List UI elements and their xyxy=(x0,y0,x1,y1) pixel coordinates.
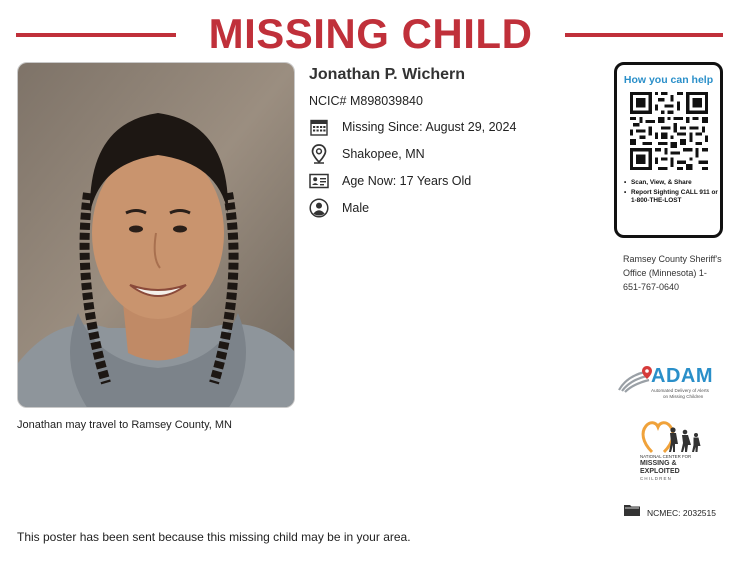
how-to-help-card xyxy=(614,62,723,238)
location-row xyxy=(309,143,425,165)
missing-since-text: Missing Since: August 29, 2024 xyxy=(342,120,517,134)
age-text: Age Now: 17 Years Old xyxy=(342,174,472,188)
adam-tagline-line1: Automated Delivery of Alerts xyxy=(651,388,709,393)
adam-tagline xyxy=(651,388,709,399)
help-item-report: • Report Sighting CALL 911 or 1-800-THE-LOST xyxy=(623,189,718,205)
photo-caption: Jonathan may travel to Ramsey County, MN xyxy=(17,419,232,431)
gender-row xyxy=(309,197,369,219)
ncmec-line3: EXPLOITED xyxy=(640,467,680,475)
ncmec-line1: NATIONAL CENTER FOR xyxy=(640,454,692,459)
id-card-icon xyxy=(309,171,329,191)
missing-since-row xyxy=(309,116,516,138)
case-number-text: NCMEC: 2032515 xyxy=(647,507,716,518)
help-item-share: • Scan, View, & Share xyxy=(623,179,718,187)
ncmec-line2: MISSING & xyxy=(640,460,677,467)
qr-code[interactable] xyxy=(630,92,708,170)
ncmec-logo xyxy=(640,418,702,484)
folder-icon xyxy=(623,503,641,522)
adam-wordmark: ADAM xyxy=(651,365,713,387)
contact-info: Ramsey County Sheriff's Office (Minnesota) 1-651-767-0640 xyxy=(623,254,722,292)
calendar-icon xyxy=(309,117,329,137)
location-text: Shakopee, MN xyxy=(342,147,425,161)
person-icon xyxy=(309,198,329,218)
case-number xyxy=(623,503,716,522)
adam-logo xyxy=(617,362,723,402)
ncmec-line4: CHILDREN xyxy=(640,476,673,481)
child-photo xyxy=(17,62,295,408)
ncmec-line2-3 xyxy=(640,460,702,475)
ncmec-emblem-icon xyxy=(640,418,702,454)
poster-title: MISSING CHILD xyxy=(208,10,533,57)
gender-text: Male xyxy=(342,201,370,215)
adam-tagline-line2: on Missing Children xyxy=(663,393,704,399)
age-row xyxy=(309,170,471,192)
help-list xyxy=(623,179,718,205)
header-rule-left xyxy=(16,33,176,37)
footer-note: This poster has been sent because this missing child may be in your area. xyxy=(17,530,411,544)
child-name: Jonathan P. Wichern xyxy=(309,66,466,83)
header-rule-right xyxy=(565,33,723,37)
location-pin-icon xyxy=(309,144,329,164)
ncic-number: NCIC# M898039840 xyxy=(309,94,423,108)
how-to-help-title: How you can help xyxy=(623,74,714,86)
